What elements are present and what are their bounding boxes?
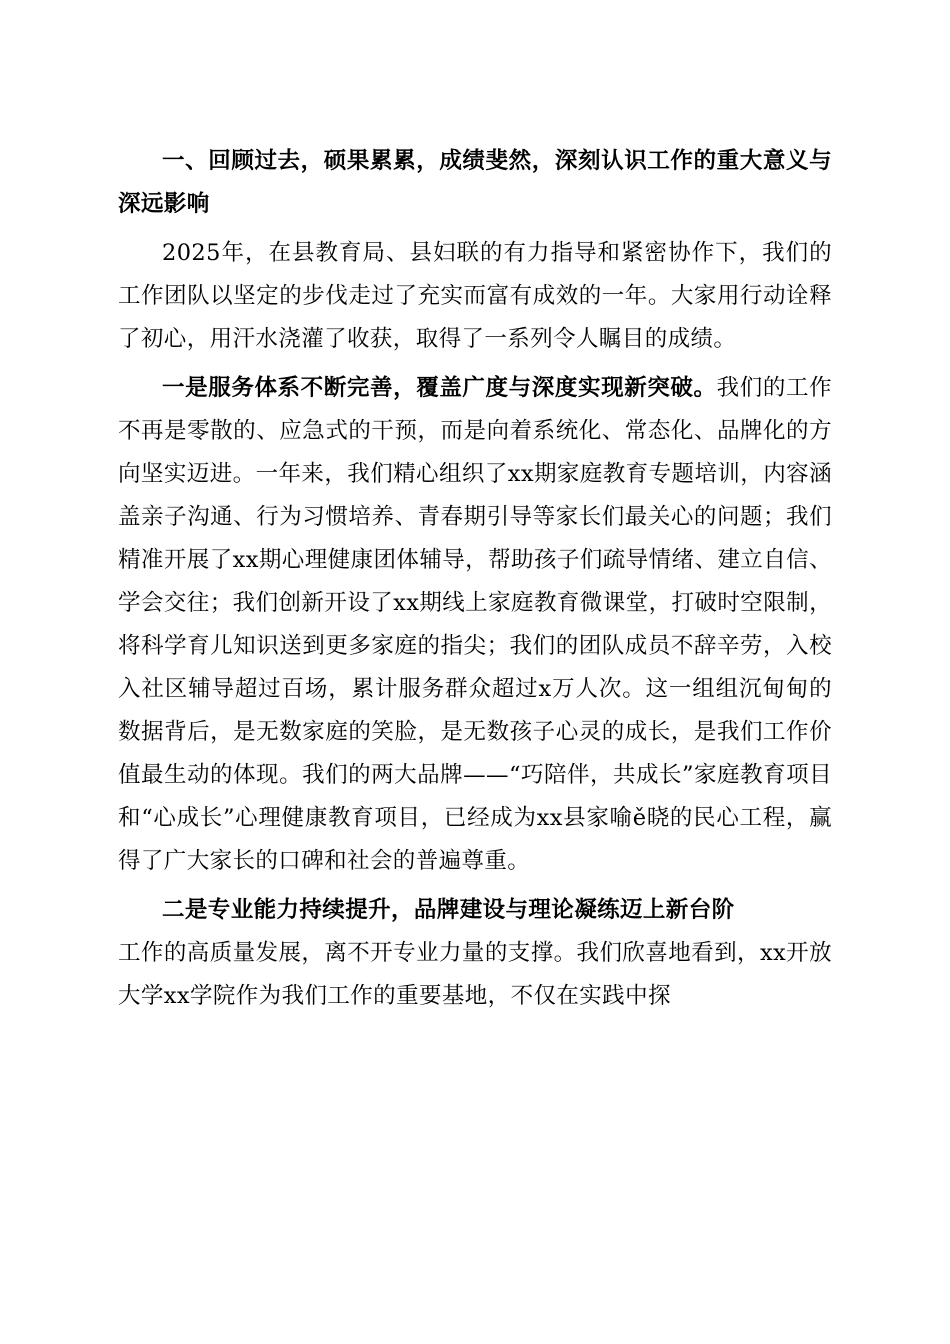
paragraph-service-system <box>118 367 832 883</box>
paragraph-body: 2025年，在县教育局、县妇联的有力指导和紧密协作下，我们的工作团队以坚定的步伐走过了充实而富有成效的一年。大家用行动诠释了初心，用汗水浇灌了收获，取得了一系列令人瞩目的成绩。 <box>118 240 832 352</box>
document-page <box>118 140 832 1018</box>
paragraph-intro <box>118 232 832 361</box>
section-heading: 一、回顾过去，硕果累累，成绩斐然，深刻认识工作的重大意义与深远影响 <box>118 148 832 217</box>
paragraph-lead: 一是服务体系不断完善，覆盖广度与深度实现新突破。 <box>162 375 717 401</box>
paragraph-body: 我们的工作不再是零散的、应急式的干预，而是向着系统化、常态化、品牌化的方向坚实迈进。一年来，我们精心组织了xx期家庭教育专题培训，内容涵盖亲子沟通、行为习惯培养、青春期引导等家长们最关心的问题；我们精准开展了xx期心理健康团体辅导，帮助孩子们疏导情绪、建立自信、学会交往；我们创新开设了xx期线上家庭教育微课堂，打破时空限制，将科学育儿知识送到更多家庭的指尖；我们的团队成员不辞辛劳，入校入社区辅导超过百场，累计服务群众超过x万人次。这一组组沉甸甸的数据背后，是无数家庭的笑脸，是无数孩子心灵的成长，是我们工作价值最生动的体现。我们的两大品牌——“巧陪伴，共成长”家庭教育项目和“心成长”心理健康教育项目，已经成为xx县家喻ě晓的民心工程，赢得了广大家长的口碑和社会的普遍尊重。 <box>118 375 832 874</box>
paragraph-lead: 二是专业能力持续提升，品牌建设与理论凝练迈上新台阶 <box>162 897 735 923</box>
paragraph-body: 工作的高质量发展，离不开专业力量的支撑。我们欣喜地看到，xx开放大学xx学院作为我们工作的重要基地，不仅在实践中探 <box>118 940 832 1009</box>
paragraph-professional-ability <box>118 889 832 1018</box>
